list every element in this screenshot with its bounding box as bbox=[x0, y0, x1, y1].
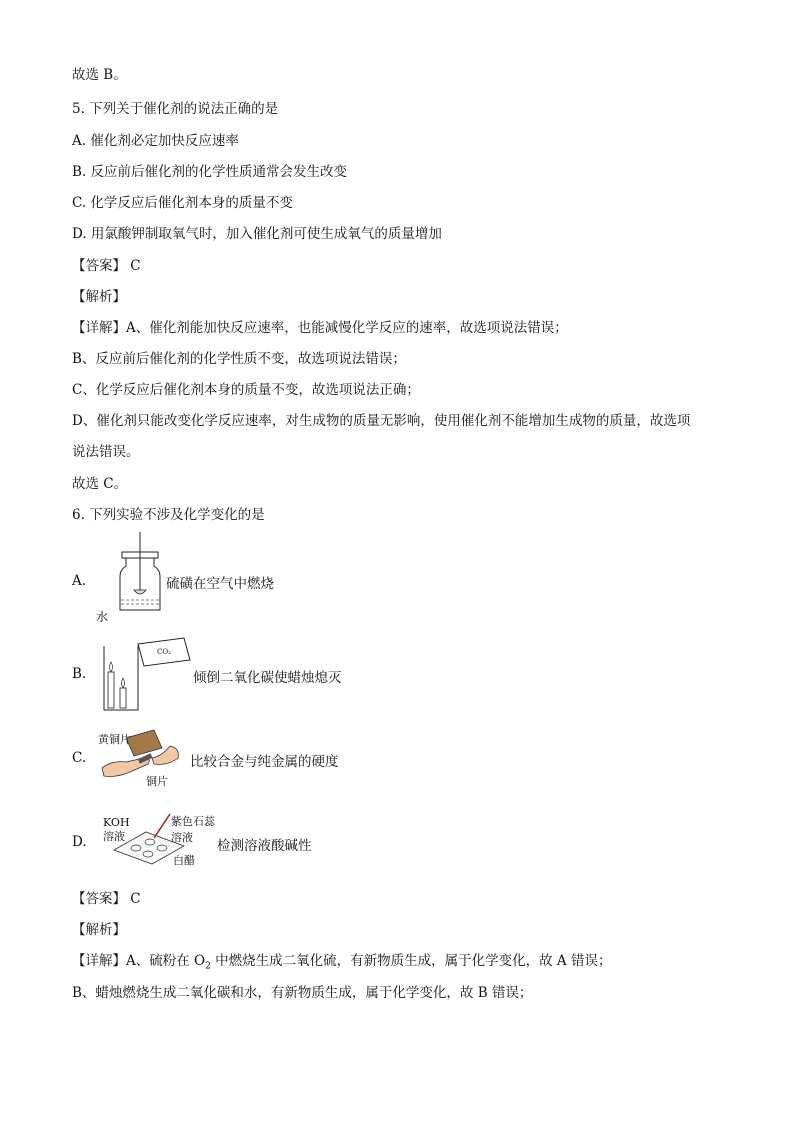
q6-answer-value: C bbox=[130, 891, 141, 907]
co2-label: CO₂ bbox=[157, 648, 171, 656]
q6-detail-a bbox=[72, 952, 611, 976]
q5-detail-a bbox=[72, 319, 568, 337]
koh-label: KOH bbox=[103, 816, 130, 829]
koh-solution-label: 溶液 bbox=[103, 830, 125, 843]
prev-conclusion: 故选 B。 bbox=[72, 67, 127, 83]
q6-option-d-letter: D. bbox=[72, 834, 87, 850]
q6-option-b-letter: B. bbox=[72, 666, 87, 682]
q5-detail-d: D、催化剂只能改变化学反应速率，对生成物的质量无影响，使用催化剂不能增加生成物的质量，故选项 bbox=[72, 413, 691, 429]
vinegar-label: 白醋 bbox=[173, 854, 195, 867]
litmus-solution-label: 溶液 bbox=[171, 831, 193, 844]
q5-stem: 5. 下列关于催化剂的说法正确的是 bbox=[72, 101, 279, 117]
q6-option-d-caption: 检测溶液酸碱性 bbox=[217, 838, 312, 854]
q6-option-c-caption: 比较合金与纯金属的硬度 bbox=[190, 754, 339, 770]
q5-option-b: B. 反应前后催化剂的化学性质通常会发生改变 bbox=[72, 164, 348, 180]
copper-sheet-label: 铜片 bbox=[146, 775, 168, 788]
q5-detail-b: B、反应前后催化剂的化学性质不变，故选项说法错误； bbox=[72, 351, 406, 367]
q5-option-a: A. 催化剂必定加快反应速率 bbox=[72, 133, 239, 149]
q6-detail-a-post: 中燃烧生成二氧化硫，有新物质生成，属于化学变化，故 A 错误； bbox=[210, 953, 612, 969]
q5-detail-a-text: A、催化剂能加快反应速率，也能减慢化学反应的速率，故选项说法错误； bbox=[126, 320, 568, 336]
q6-analysis-label: 【解析】 bbox=[72, 922, 126, 938]
q5-conclusion: 故选 C。 bbox=[72, 476, 128, 492]
q6-detail-a-pre: A、硫粉在 O bbox=[126, 953, 206, 969]
q5-answer-label: 【答案】 bbox=[72, 258, 126, 274]
q5-option-d: D. 用氯酸钾制取氧气时，加入催化剂可使生成氧气的质量增加 bbox=[72, 226, 442, 242]
q6-option-b-caption: 倾倒二氧化碳使蜡烛熄灭 bbox=[193, 670, 342, 686]
q6-option-a-letter: A. bbox=[72, 573, 87, 589]
co2-candle-figure bbox=[94, 634, 194, 714]
q5-analysis-label: 【解析】 bbox=[72, 289, 126, 305]
q5-option-c: C. 化学反应后催化剂本身的质量不变 bbox=[72, 195, 293, 211]
q6-answer bbox=[72, 890, 141, 908]
q6-detail-label: 【详解】 bbox=[72, 953, 126, 969]
brass-sheet-label: 黄铜片 bbox=[98, 733, 131, 746]
sulfur-burning-jar-figure bbox=[110, 530, 168, 620]
q6-detail-a-sub: 2 bbox=[205, 961, 211, 972]
q6-stem: 6. 下列实验不涉及化学变化的是 bbox=[72, 507, 265, 523]
q5-detail-c: C、化学反应后催化剂本身的质量不变，故选项说法正确； bbox=[72, 382, 420, 398]
water-label: 水 bbox=[96, 610, 109, 624]
litmus-label: 紫色石蕊 bbox=[171, 815, 215, 828]
q6-option-c-letter: C. bbox=[72, 750, 87, 766]
q6-option-a-caption: 硫磺在空气中燃烧 bbox=[166, 576, 274, 592]
q5-detail-label: 【详解】 bbox=[72, 320, 126, 336]
q6-detail-b: B、蜡烛燃烧生成二氧化碳和水，有新物质生成，属于化学变化，故 B 错误； bbox=[72, 985, 533, 1001]
q6-answer-label: 【答案】 bbox=[72, 891, 126, 907]
q5-answer bbox=[72, 257, 141, 275]
q5-answer-value: C bbox=[130, 258, 141, 274]
q5-detail-d-cont: 说法错误。 bbox=[72, 444, 140, 460]
